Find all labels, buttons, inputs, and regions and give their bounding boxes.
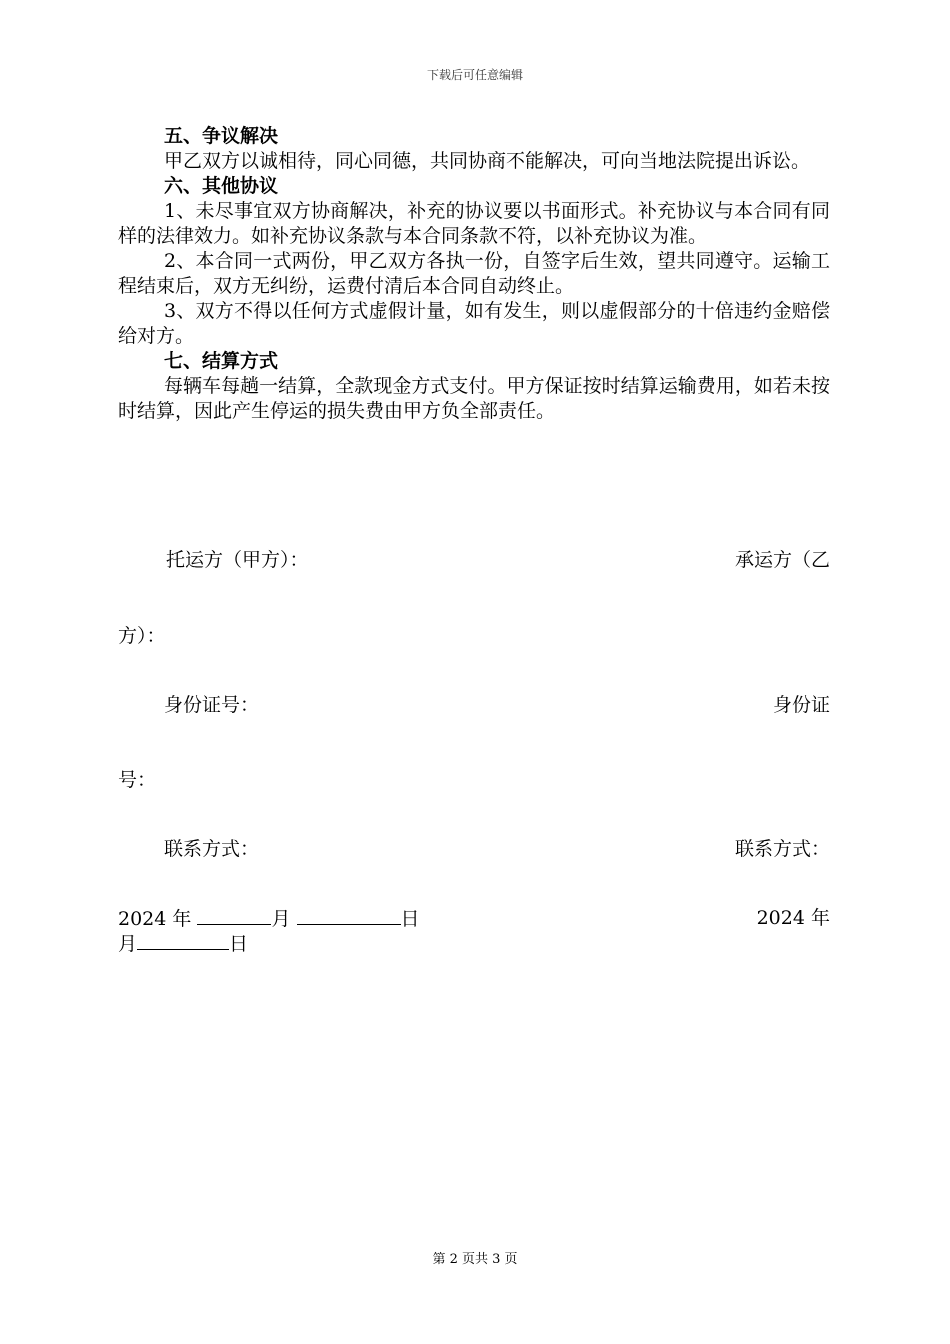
section-paragraph: 甲乙双方以诚相待，同心同德，共同协商不能解决，可向当地法院提出诉讼。 [164, 150, 811, 172]
id-b-label: 身份证 [772, 694, 830, 716]
section-paragraph: 2、本合同一式两份，甲乙双方各执一份，自签字后生效，望共同遵守。运输工程结束后，双方无纠纷，运费付清后本合同自动终止。 [118, 250, 830, 297]
date-b-year: 2024 年 [756, 907, 830, 929]
date-a-month-blank[interactable] [197, 906, 271, 925]
section-title: 五、争议解决 [164, 125, 279, 147]
date-b [118, 931, 248, 957]
section-title: 六、其他协议 [164, 175, 279, 197]
section-paragraph: 3、双方不得以任何方式虚假计量，如有发生，则以虚假部分的十倍违约金赔偿给对方。 [118, 300, 830, 347]
section-title: 七、结算方式 [164, 350, 279, 372]
date-a-year: 2024 年 [118, 908, 192, 930]
date-a-day: 日 [400, 908, 420, 930]
section-paragraph: 每辆车每趟一结算，全款现金方式支付。甲方保证按时结算运输费用，如若未按时结算，因此产生停运的损失费由甲方负全部责任。 [118, 375, 830, 422]
section-paragraph: 1、未尽事宜双方协商解决，补充的协议要以书面形式。补充协议与本合同有同样的法律效力。如补充协议条款与本合同条款不符，以补充协议为准。 [118, 200, 830, 247]
id-b-label-cont: 号： [118, 769, 157, 791]
contact-b-label: 联系方式： [734, 838, 830, 860]
party-b-label-cont: 方）： [118, 625, 166, 647]
date-b-day-blank[interactable] [137, 931, 229, 950]
party-a-label: 托运方（甲方）： [166, 549, 309, 571]
contract-body [118, 124, 830, 424]
page-footer: 第 2 页共 3 页 [432, 1252, 518, 1267]
contact-a-label: 联系方式： [164, 838, 260, 860]
date-b-day: 日 [229, 933, 249, 955]
id-a-label: 身份证号： [164, 694, 260, 716]
date-a [118, 906, 420, 932]
date-b-month: 月 [118, 933, 138, 955]
party-b-label: 承运方（乙 [734, 549, 830, 571]
date-a-month: 月 [271, 908, 291, 930]
date-a-day-blank[interactable] [297, 906, 401, 925]
page-header: 下载后可任意编辑 [426, 68, 523, 82]
